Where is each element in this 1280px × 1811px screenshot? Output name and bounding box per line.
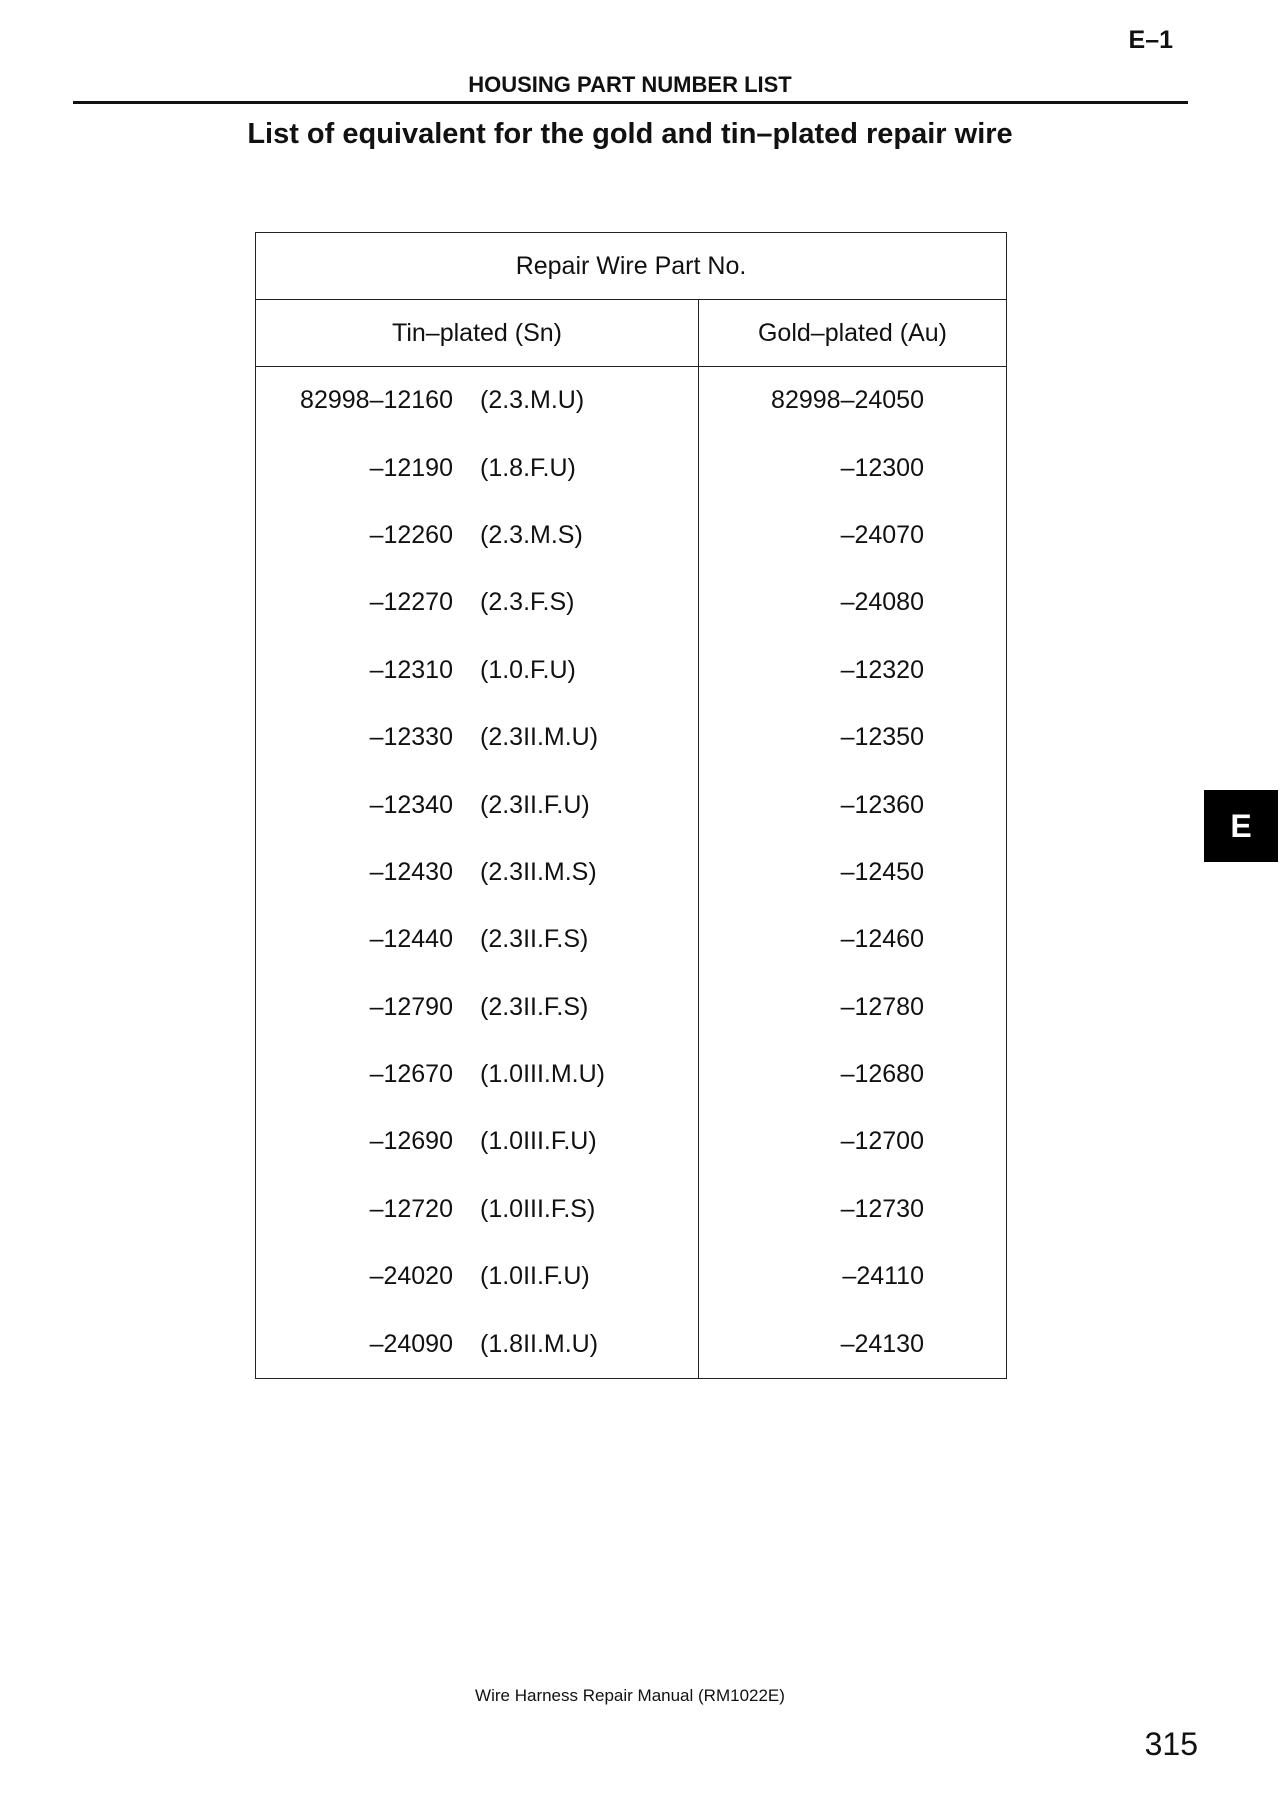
table-row	[256, 434, 1007, 501]
gold-part-number: –12780	[840, 992, 924, 1021]
tin-part-number: –12330	[369, 723, 453, 752]
tin-cell	[256, 502, 699, 569]
tin-part-number: –24020	[369, 1262, 453, 1291]
table-header: Repair Wire Part No.	[256, 233, 1007, 300]
table-row	[256, 1310, 1007, 1378]
gold-part-number: –24110	[842, 1262, 924, 1291]
tin-cell	[256, 771, 699, 838]
wire-spec: (2.3II.M.S)	[480, 857, 597, 886]
wire-spec: (2.3.M.S)	[480, 520, 583, 549]
table-row	[256, 1108, 1007, 1175]
header-rule	[73, 101, 1188, 104]
tin-cell	[256, 569, 699, 636]
gold-part-number: –24080	[840, 588, 924, 617]
wire-spec: (1.8.F.U)	[480, 453, 576, 482]
tin-cell	[256, 1243, 699, 1310]
table-row	[256, 771, 1007, 838]
gold-part-number: –12450	[840, 857, 924, 886]
tin-part-number: –12310	[369, 655, 453, 684]
wire-spec: (1.0II.F.U)	[480, 1262, 590, 1291]
tin-part-number: –12440	[369, 925, 453, 954]
wire-spec: (2.3II.F.U)	[480, 790, 590, 819]
table-row	[256, 974, 1007, 1041]
wire-spec: (2.3.M.U)	[480, 386, 585, 415]
wire-spec: (2.3II.F.S)	[480, 925, 589, 954]
wire-spec: (1.0III.M.U)	[480, 1060, 606, 1089]
tin-part-number: 82998–12160	[300, 386, 453, 415]
gold-part-number: –12700	[840, 1127, 924, 1156]
gold-part-number: –12350	[840, 723, 924, 752]
tin-part-number: –12430	[369, 857, 453, 886]
gold-cell	[699, 1310, 1007, 1378]
tin-cell	[256, 434, 699, 501]
tin-cell	[256, 367, 699, 435]
gold-cell	[699, 367, 1007, 435]
gold-part-number: –12300	[840, 453, 924, 482]
gold-cell	[699, 704, 1007, 771]
tin-cell	[256, 1108, 699, 1175]
tin-cell	[256, 1176, 699, 1243]
tin-part-number: –12260	[369, 520, 453, 549]
tin-cell	[256, 1041, 699, 1108]
gold-cell	[699, 771, 1007, 838]
gold-part-number: –12460	[840, 925, 924, 954]
wire-spec: (2.3II.M.U)	[480, 723, 599, 752]
wire-spec: (1.0III.F.S)	[480, 1194, 596, 1223]
tin-part-number: –12790	[369, 992, 453, 1021]
footer-text: Wire Harness Repair Manual (RM1022E)	[475, 1686, 785, 1705]
section-tab: E	[1204, 790, 1278, 862]
tin-cell	[256, 704, 699, 771]
table-row	[256, 704, 1007, 771]
gold-cell	[699, 569, 1007, 636]
gold-part-number: –12730	[840, 1194, 924, 1223]
wire-spec: (1.0III.F.U)	[480, 1127, 597, 1156]
table-row	[256, 1041, 1007, 1108]
gold-cell	[699, 1243, 1007, 1310]
gold-part-number: –12360	[840, 790, 924, 819]
tin-cell	[256, 637, 699, 704]
gold-part-number: 82998–24050	[771, 386, 924, 415]
gold-cell	[699, 637, 1007, 704]
table-row	[256, 637, 1007, 704]
tin-part-number: –12720	[369, 1194, 453, 1223]
tin-part-number: –12270	[369, 588, 453, 617]
page-code: E–1	[1128, 26, 1173, 54]
page-number: 315	[1144, 1726, 1198, 1762]
gold-cell	[699, 434, 1007, 501]
gold-part-number: –24130	[840, 1329, 924, 1358]
tin-part-number: –12690	[369, 1127, 453, 1156]
table-row	[256, 569, 1007, 636]
tin-part-number: –12340	[369, 790, 453, 819]
table-row	[256, 906, 1007, 973]
gold-cell	[699, 1176, 1007, 1243]
wire-spec: (1.0.F.U)	[480, 655, 576, 684]
tin-cell	[256, 1310, 699, 1378]
gold-cell	[699, 1108, 1007, 1175]
table-row	[256, 839, 1007, 906]
gold-cell	[699, 974, 1007, 1041]
gold-part-number: –24070	[840, 520, 924, 549]
column-header-gold: Gold–plated (Au)	[699, 300, 1007, 367]
wire-spec: (1.8II.M.U)	[480, 1329, 599, 1358]
gold-cell	[699, 906, 1007, 973]
gold-cell	[699, 1041, 1007, 1108]
table-row	[256, 1176, 1007, 1243]
wire-spec: (2.3.F.S)	[480, 588, 575, 617]
table-row	[256, 502, 1007, 569]
gold-cell	[699, 839, 1007, 906]
tin-cell	[256, 974, 699, 1041]
column-header-tin: Tin–plated (Sn)	[256, 300, 699, 367]
table-row	[256, 1243, 1007, 1310]
section-header: HOUSING PART NUMBER LIST	[468, 72, 792, 97]
page-title: List of equivalent for the gold and tin–plated repair wire	[247, 118, 1013, 150]
table-row	[256, 367, 1007, 435]
gold-cell	[699, 502, 1007, 569]
tin-part-number: –12190	[369, 453, 453, 482]
tin-cell	[256, 906, 699, 973]
gold-part-number: –12320	[840, 655, 924, 684]
repair-wire-table	[255, 232, 1007, 1379]
tin-cell	[256, 839, 699, 906]
wire-spec: (2.3II.F.S)	[480, 992, 589, 1021]
table-body	[256, 367, 1007, 1379]
tin-part-number: –24090	[369, 1329, 453, 1358]
tin-part-number: –12670	[369, 1060, 453, 1089]
gold-part-number: –12680	[840, 1060, 924, 1089]
